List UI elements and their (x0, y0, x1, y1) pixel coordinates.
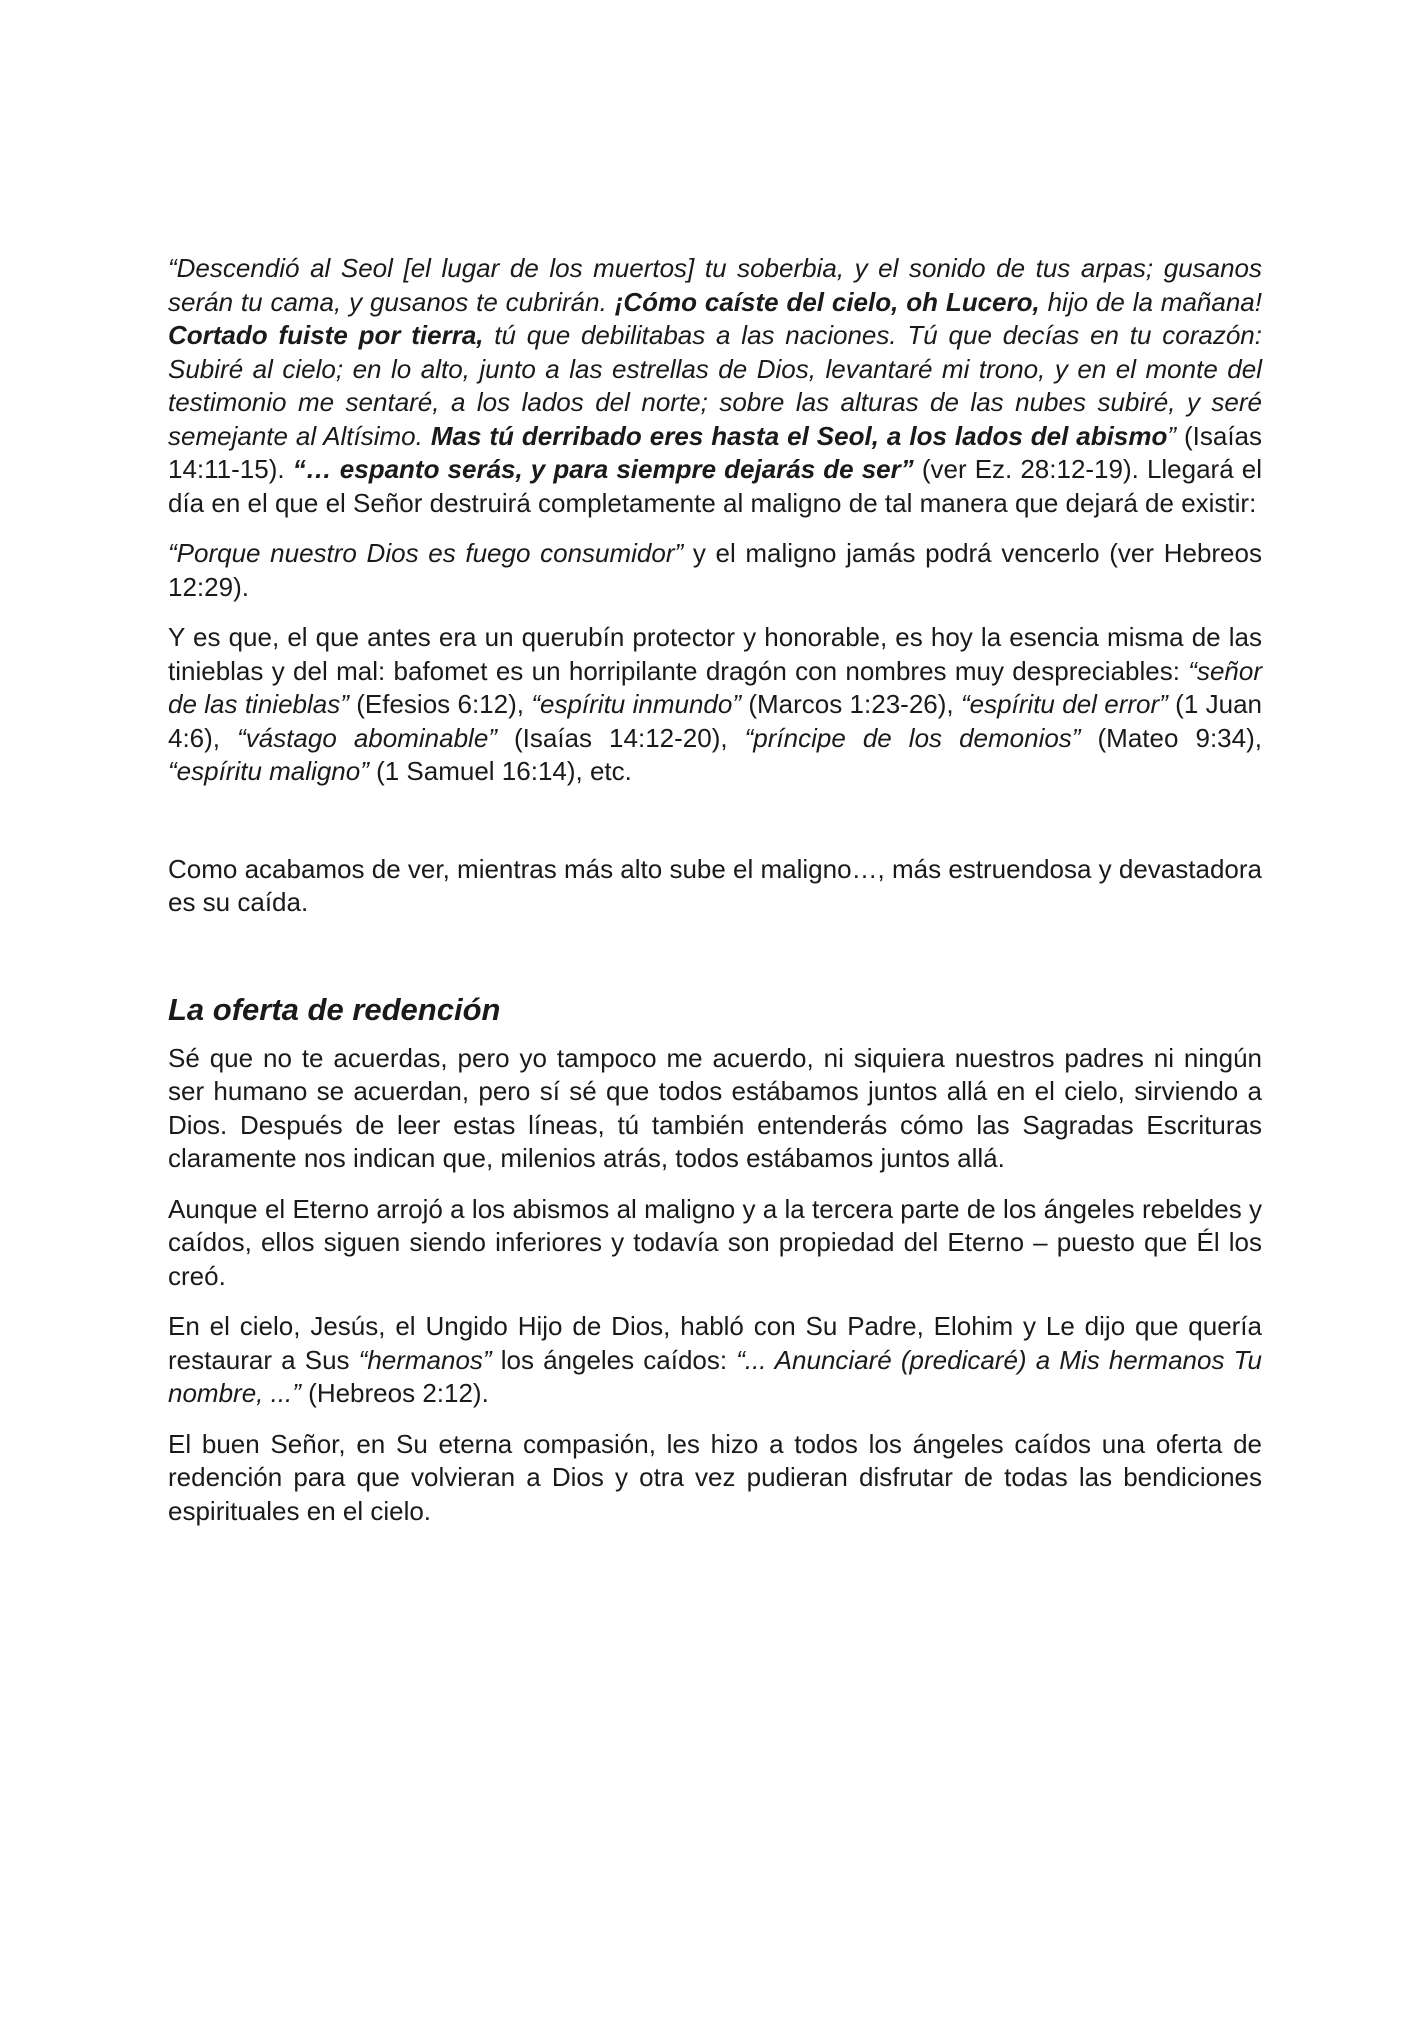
text-run: “vástago abominable” (237, 722, 497, 753)
text-run: “espíritu del error” (960, 689, 1168, 719)
text-run: “… espanto serás, y para siempre dejarás de ser” (292, 454, 914, 484)
text-run: (Efesios 6:12), (348, 689, 532, 719)
document-page (168, 252, 1262, 1545)
text-run: “... Anunciaré (predicaré) a Mis hermanos Tu nombre, ...” (168, 1344, 1262, 1408)
text-run: (Isaías 14:12-20), (496, 722, 745, 753)
text-run: Y es que, el que antes era un querubín protector y honorable, es hoy la esencia misma de las tinieblas y del mal: bafomet es un horripilante dragón con nombres muy despreciables: (168, 622, 1262, 686)
text-run: El buen Señor, en Su eterna compasión, les hizo a todos los ángeles caídos una oferta de redención para que volvieran a Dios y otra vez pudieran disfrutar de todas las bendiciones espirituales en el cielo. (168, 1428, 1262, 1526)
body-paragraph (168, 1428, 1262, 1529)
text-run: “Descendió al Seol [el lugar de los muertos] tu soberbia, y el sonido de tus arpas; gusanos serán tu cama, y gusanos te cubrirán. (168, 253, 1262, 317)
text-run: Aunque el Eterno arrojó a los abismos al maligno y a la tercera parte de los ángeles rebeldes y caídos, ellos siguen siendo inferiores y todavía son propiedad del Eterno – puesto que Él los creó. (168, 1193, 1262, 1291)
text-run: hijo de la mañana! (1039, 286, 1262, 317)
body-paragraph (168, 1193, 1262, 1294)
text-run: Cortado fuiste por tierra, (168, 320, 484, 350)
text-run: (Isaías 14:11-15). (168, 420, 1262, 484)
text-run: (1 Juan 4:6), (168, 689, 1263, 753)
body-paragraph (168, 1310, 1262, 1411)
text-run: (Mateo 9:34), (1080, 722, 1262, 753)
text-run: y el maligno jamás podrá vencerlo (ver Hebreos 12:29). (168, 538, 1262, 602)
body-paragraph (168, 1042, 1262, 1176)
text-run: ” (1167, 420, 1176, 451)
text-run: Mas tú derribado eres hasta el Seol, a los lados del abismo (430, 420, 1168, 451)
text-run: los ángeles caídos: (491, 1344, 737, 1375)
text-run: (Marcos 1:23-26), (740, 689, 961, 719)
body-paragraph (168, 853, 1262, 920)
text-run: (ver Ez. 28:12-19). Llegará el día en el que el Señor destruirá completamente al maligno de tal manera que dejará de existir: (168, 454, 1262, 518)
text-run: “príncipe de los demonios” (744, 722, 1081, 753)
text-run: Sé que no te acuerdas, pero yo tampoco me acuerdo, ni siquiera nuestros padres ni ningún ser humano se acuerdan, pero sí sé que todos estábamos juntos allá en el cielo, sirviendo a Dios. Después de leer estas líneas, tú también entenderás cómo las Sagradas Escrituras claramente nos indican que, milenios atrás, todos estábamos juntos allá. (168, 1042, 1262, 1173)
section-heading: La oferta de redención (168, 991, 501, 1027)
text-run: (Hebreos 2:12). (300, 1378, 489, 1408)
text-run: Como acabamos de ver, mientras más alto sube el maligno…, más estruendosa y devastadora es su caída. (168, 853, 1262, 917)
text-run: ¡Cómo caíste del cielo, oh Lucero, (614, 286, 1040, 317)
text-run: “señor de las tinieblas” (168, 655, 1262, 719)
text-run: “Porque nuestro Dios es fuego consumidor” (168, 538, 684, 568)
text-run: “espíritu maligno” (168, 756, 369, 786)
body-paragraph (168, 537, 1262, 604)
text-run: “espíritu inmundo” (531, 689, 741, 719)
body-paragraph (168, 621, 1262, 789)
text-run: tú que debilitabas a las naciones. Tú que decías en tu corazón: Subiré al cielo; en lo alto, junto a las estrellas de Dios, levantaré mi trono, y en el monte del testimonio me sentaré, a los lados del norte; sobre las alturas de las nubes subiré, y seré semejante al Altísimo. (168, 320, 1262, 451)
text-run: “hermanos” (358, 1344, 492, 1375)
text-run: (1 Samuel 16:14), etc. (368, 756, 632, 786)
body-paragraph (168, 252, 1262, 520)
text-run: En el cielo, Jesús, el Ungido Hijo de Dios, habló con Su Padre, Elohim y Le dijo que quería restaurar a Sus (168, 1311, 1262, 1375)
